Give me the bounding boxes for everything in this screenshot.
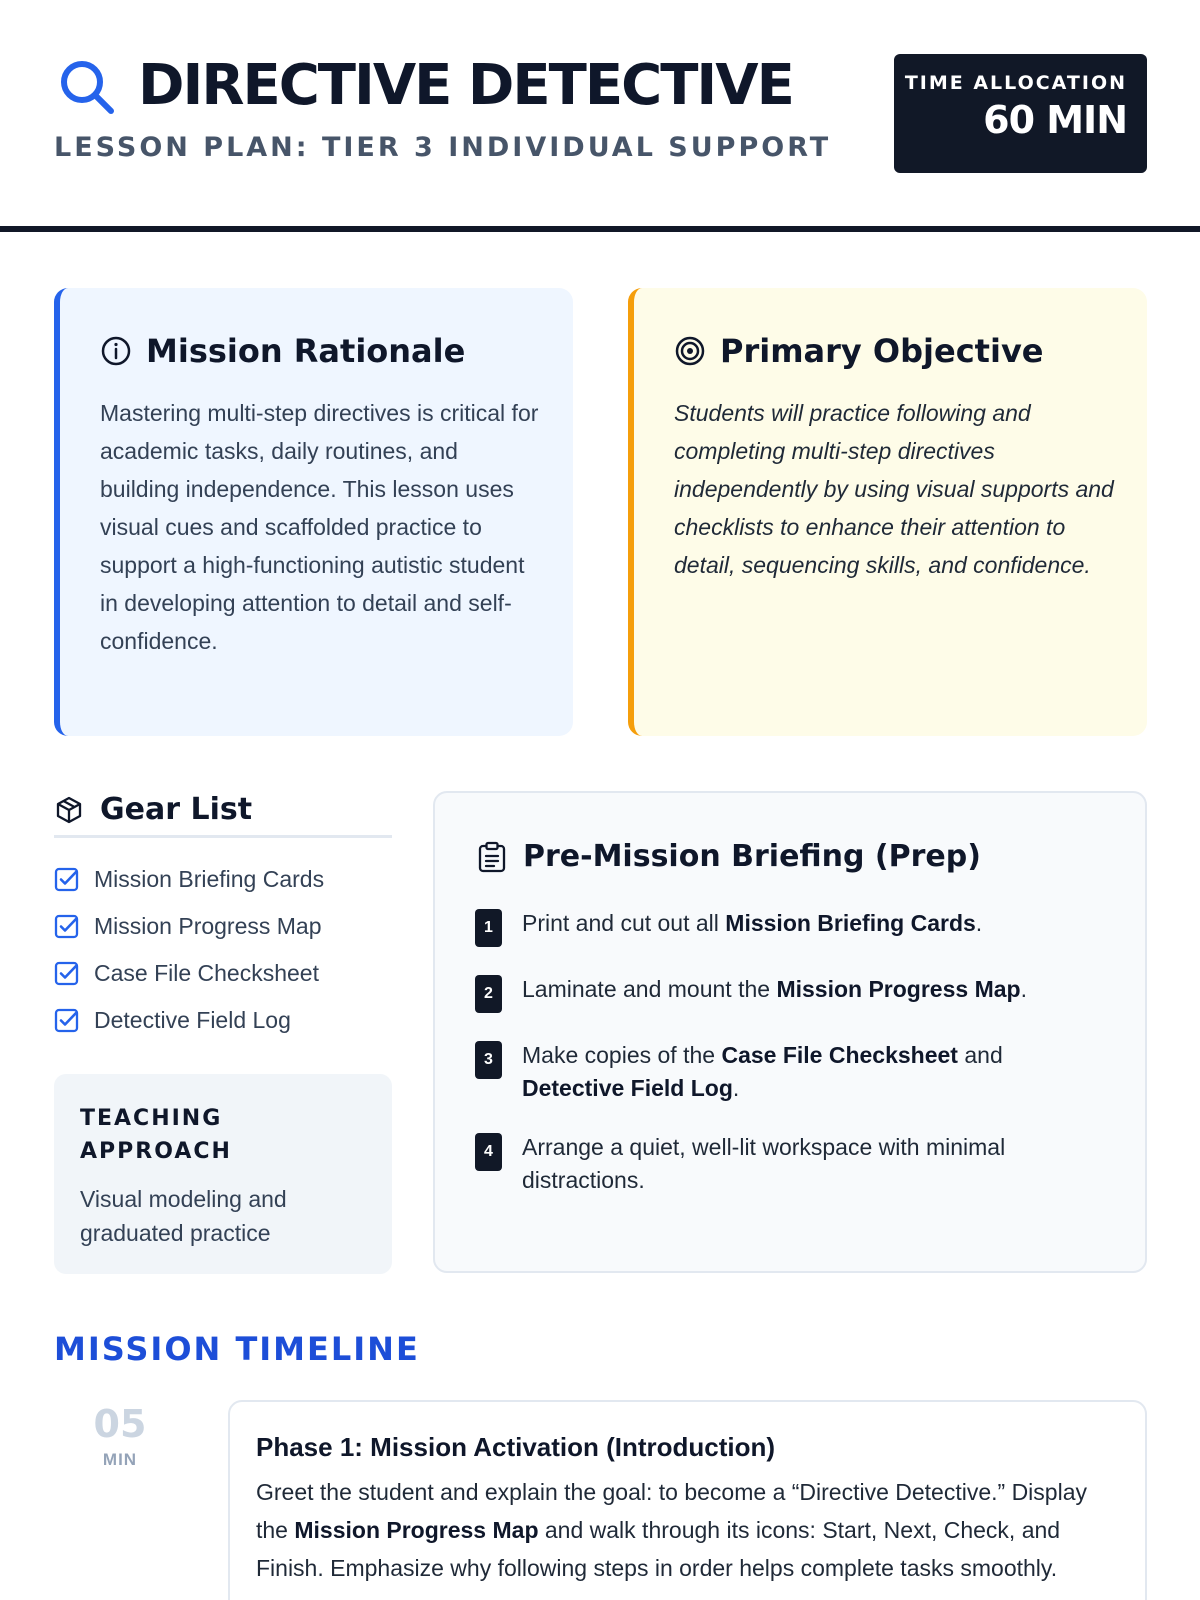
mission-rationale-card <box>54 288 573 736</box>
step-number-badge: 3 <box>475 1041 502 1079</box>
gear-items <box>54 856 392 1044</box>
checkbox-checked-icon <box>54 867 80 893</box>
phase-title: Phase 1: Mission Activation (Introduction) <box>256 1432 776 1462</box>
prep-step <box>475 973 1095 1013</box>
page-title: DIRECTIVE DETECTIVE <box>138 53 793 118</box>
checkbox-checked-icon <box>54 1008 80 1034</box>
target-icon <box>674 335 706 367</box>
checkbox-checked-icon <box>54 961 80 987</box>
primary-objective-card <box>628 288 1147 736</box>
prep-steps <box>475 907 1095 1223</box>
step-text: Make copies of the Case File Checksheet and Detective Field Log. <box>522 1042 1003 1101</box>
info-icon <box>100 335 132 367</box>
title-row <box>56 53 793 118</box>
primary-objective-body: Students will practice following and completing multi-step directives independently by using visual supports and checklists to enhance their attention to detail, sequencing skills, and confidence. <box>674 400 1114 578</box>
step-number-badge: 1 <box>475 909 502 947</box>
teaching-approach-title: TEACHING APPROACH <box>80 1106 232 1164</box>
gear-list-title: Gear List <box>100 792 253 827</box>
pre-mission-briefing-heading <box>477 839 981 874</box>
pre-mission-briefing-card <box>433 791 1147 1273</box>
mission-timeline-title: MISSION TIMELINE <box>54 1330 420 1368</box>
prep-step <box>475 907 1095 947</box>
prep-step <box>475 1039 1095 1105</box>
phase-duration-unit: MIN <box>102 1450 138 1469</box>
gear-item <box>54 950 392 997</box>
primary-objective-heading <box>674 332 1044 370</box>
search-icon <box>56 56 116 116</box>
mission-rationale-heading <box>100 332 465 370</box>
page-header <box>0 0 1200 232</box>
time-allocation-label: TIME ALLOCATION <box>904 72 1127 94</box>
gear-list <box>54 792 392 1044</box>
time-allocation-value: 60 MIN <box>983 98 1127 142</box>
mission-rationale-title: Mission Rationale <box>146 332 466 370</box>
teaching-approach-box <box>54 1074 392 1274</box>
checkbox-checked-icon <box>54 914 80 940</box>
clipboard-icon <box>477 841 507 873</box>
pre-mission-briefing-title: Pre-Mission Briefing (Prep) <box>523 839 981 874</box>
phase-duration <box>80 1402 160 1470</box>
gear-list-heading <box>54 792 392 838</box>
gear-item-label: Mission Progress Map <box>94 913 322 939</box>
gear-item-label: Case File Checksheet <box>94 960 319 986</box>
gear-item-label: Detective Field Log <box>94 1007 291 1033</box>
timeline-phase-card <box>228 1400 1147 1600</box>
gear-item-label: Mission Briefing Cards <box>94 866 325 892</box>
package-icon <box>54 795 84 825</box>
phase-body: Greet the student and explain the goal: to become a “Directive Detective.” Display the Mission Progress Map and walk through its icons: Start, Next, Check, and Finish. Emphasize why following steps in order helps complete tasks smoothly. <box>256 1479 1087 1581</box>
gear-item <box>54 856 392 903</box>
page-subtitle: LESSON PLAN: TIER 3 INDIVIDUAL SUPPORT <box>54 132 832 163</box>
step-number-badge: 4 <box>475 1133 502 1171</box>
prep-step <box>475 1131 1095 1197</box>
step-text: Arrange a quiet, well-lit workspace with minimal distractions. <box>522 1134 1006 1193</box>
phase-duration-number: 05 <box>93 1402 147 1446</box>
mission-rationale-body: Mastering multi-step directives is critical for academic tasks, daily routines, and building independence. This lesson uses visual cues and scaffolded practice to support a high-functioning autistic student in developing attention to detail and self-confidence. <box>100 400 539 654</box>
step-text: Print and cut out all Mission Briefing Cards. <box>522 910 983 936</box>
primary-objective-title: Primary Objective <box>720 332 1044 370</box>
step-number-badge: 2 <box>475 975 502 1013</box>
step-text: Laminate and mount the Mission Progress Map. <box>522 976 1027 1002</box>
time-allocation-badge <box>894 54 1147 173</box>
teaching-approach-body: Visual modeling and graduated practice <box>80 1186 287 1246</box>
gear-item <box>54 997 392 1044</box>
gear-item <box>54 903 392 950</box>
